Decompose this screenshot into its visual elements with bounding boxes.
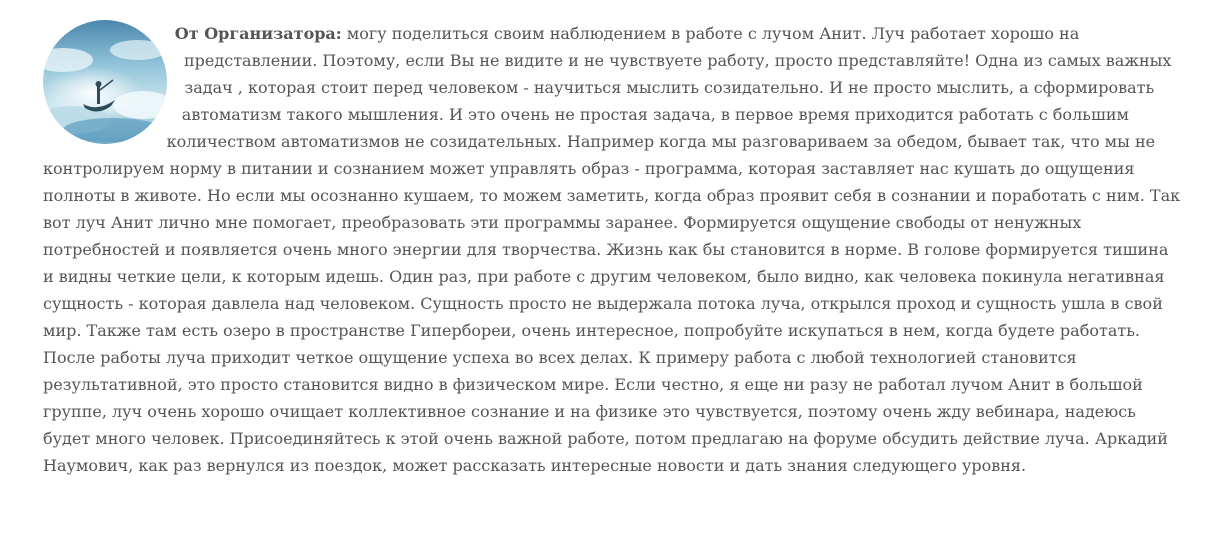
- post-body-text: могу поделиться своим наблюдением в работе с лучом Анит. Луч работает хорошо на представлении. Поэтому, если Вы не видите и не чувствуете работу, просто представляйте! Одна из самых важных задач , которая стоит перед человеком - научиться мыслить созидательно. И не просто мыслить, а сформировать автоматизм такого мышления. И это очень не простая задача, в первое время приходится работать с большим количеством автоматизмов не созидательных. Например когда мы разговариваем за обедом, бывает так, что мы не контролируем норму в питании и сознанием может управлять образ - программа, которая заставляет нас кушать до ощущения полноты в животе. Но если мы осознанно кушаем, то можем заметить, когда образ проявит себя в сознании и поработать с ним. Так вот луч Анит лично мне помогает, преобразовать эти программы заранее. Формируется ощущение свободы от ненужных потребностей и появляется очень много энергии для творчества. Жизнь как бы становится в норме. В голове формируется тишина и видны четкие цели, к которым идешь. Один раз, при работе с другим человеком, было видно, как человека покинула негативная сущность - которая давлела над человеком. Сущность просто не выдержала потока луча, открылся проход и сущность ушла в свой мир. Также там есть озеро в пространстве Гипербореи, очень интересное, попробуйте искупаться в нем, когда будете работать. После работы луча приходит четкое ощущение успеха во всех делах. К примеру работа с любой технологией становится результативной, это просто становится видно в физическом мире. Если честно, я еще ни разу не работал лучом Анит в большой группе, луч очень хорошо очищает коллективное сознание и на физике это чувствуется, поэтому очень жду вебинара, надеюсь будет много человек. Присоединяйтесь к этой очень важной работе, потом предлагаю на форуме обсудить действие луча. Аркадий Наумович, как раз вернулся из поездок, может рассказать интересные новости и дать знания следующего уровня.: [43, 24, 1181, 475]
- sky-boat-picture-icon: [43, 20, 167, 144]
- post-author-label: От Организатора:: [174, 24, 342, 43]
- avatar: [43, 20, 167, 144]
- organizer-post: [43, 20, 1183, 479]
